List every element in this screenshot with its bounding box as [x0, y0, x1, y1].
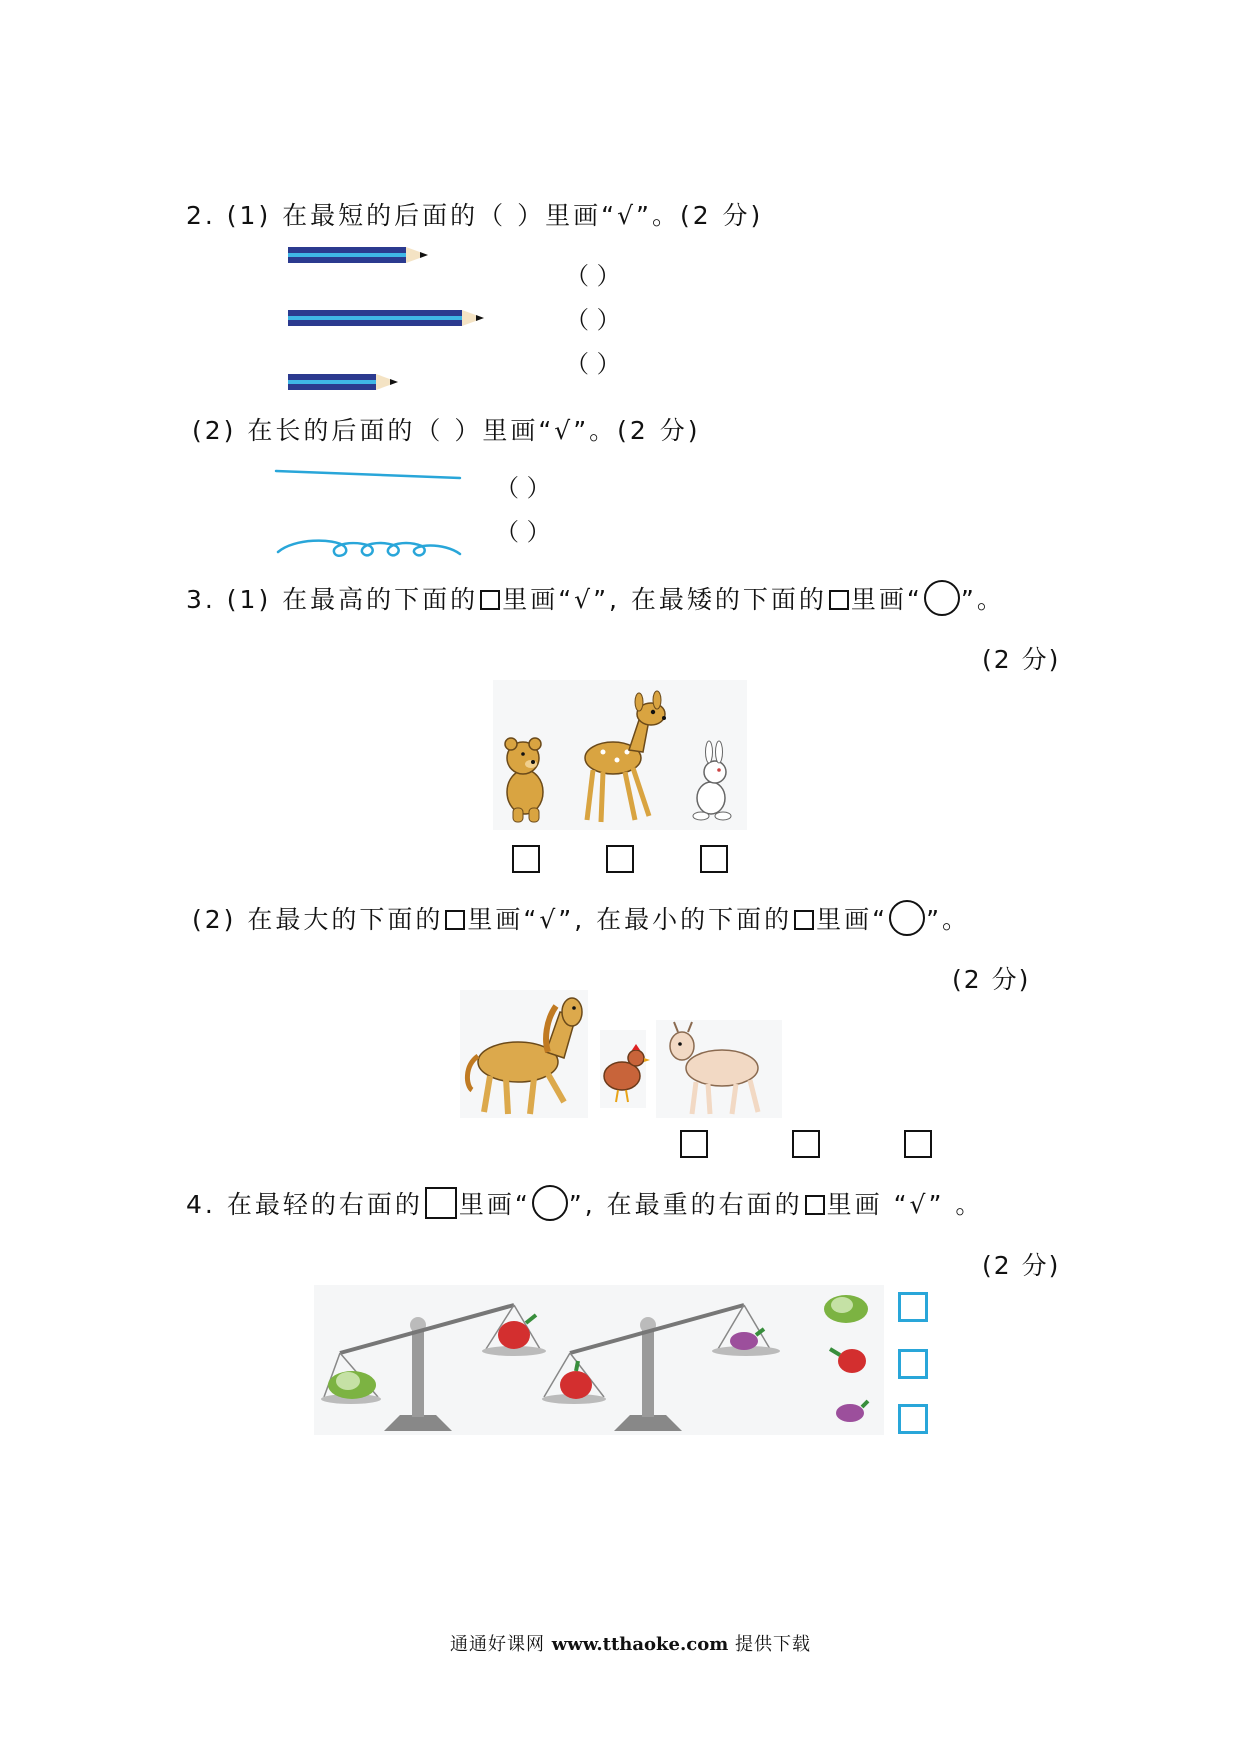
q3-part2-box-3[interactable] [904, 1130, 932, 1158]
q3-part1-box-3[interactable] [700, 845, 728, 873]
q2-part2-prompt [192, 415, 701, 447]
inline-box-icon [829, 590, 849, 610]
q4-number: 4. [186, 1190, 216, 1219]
inline-box-icon [425, 1187, 457, 1219]
q2-part1-text: 在最短的后面的（ ）里画“√”。(2 分) [282, 201, 764, 230]
q2-part1-number: 2. (1) [186, 201, 272, 230]
footer-url[interactable]: www.tthaoke.com [551, 1634, 729, 1655]
q3-part1-score: (2 分) [982, 645, 1061, 674]
pencil-shortest [288, 371, 408, 393]
q3-part2-number: (2) [192, 905, 237, 934]
cabbage-icon [328, 1371, 376, 1399]
q3-part2-prompt [192, 900, 970, 936]
q3-part1-text-a: 在最高的下面的 [282, 585, 479, 614]
animals-height-illustration [493, 680, 747, 830]
q3-part2-box-1[interactable] [680, 1130, 708, 1158]
q3-part2-box-2[interactable] [792, 1130, 820, 1158]
q2-part2-answer-2[interactable]: （ ） [495, 518, 551, 546]
circle-icon [924, 580, 960, 616]
q3-part1-text-c: 里画“ [850, 585, 923, 614]
q3-part2-text-a: 在最大的下面的 [247, 905, 444, 934]
q4-box-radish[interactable] [898, 1349, 928, 1379]
straight-line [274, 468, 464, 482]
q4-box-eggplant[interactable] [898, 1404, 928, 1434]
q4-text-b: 里画“ [458, 1190, 531, 1219]
pencil-short-medium [288, 244, 438, 266]
q2-part2-answer-1[interactable]: （ ） [495, 474, 551, 502]
q3-part1-box-2[interactable] [606, 845, 634, 873]
curly-line [274, 530, 464, 566]
q2-part1-answer-1[interactable]: （ ） [565, 262, 621, 290]
footer-site-name: 通通好课网 [450, 1634, 545, 1655]
animals-size-illustration [460, 990, 786, 1120]
q2-part1-answer-2[interactable]: （ ） [565, 306, 621, 334]
q3-part2-text-c: 里画“ [816, 905, 889, 934]
q3-part2-text-d: ”。 [926, 905, 971, 934]
balance-scales-illustration [314, 1285, 884, 1435]
q4-text-d: 里画 “√” 。 [826, 1190, 984, 1219]
q2-part1-prompt [186, 200, 763, 232]
q2-part2-text: 在长的后面的（ ）里画“√”。(2 分) [247, 416, 701, 445]
q2-part2-number: (2) [192, 416, 237, 445]
inline-box-icon [445, 910, 465, 930]
circle-icon [532, 1185, 568, 1221]
q3-part1-text-b: 里画“√”, 在最矮的下面的 [502, 585, 827, 614]
q3-part2-score: (2 分) [952, 965, 1031, 994]
inline-box-icon [805, 1195, 825, 1215]
q3-part1-prompt [186, 580, 1005, 616]
page-footer [450, 1630, 811, 1656]
q3-part1-number: 3. (1) [186, 585, 272, 614]
inline-box-icon [480, 590, 500, 610]
circle-icon [889, 900, 925, 936]
q4-text-a: 在最轻的右面的 [226, 1190, 423, 1219]
q3-part2-text-b: 里画“√”, 在最小的下面的 [467, 905, 793, 934]
q3-part1-box-1[interactable] [512, 845, 540, 873]
q2-part1-answer-3[interactable]: （ ） [565, 350, 621, 378]
pencil-long [288, 307, 488, 329]
q4-score: (2 分) [982, 1251, 1061, 1280]
q4-box-cabbage[interactable] [898, 1292, 928, 1322]
q4-prompt [186, 1185, 983, 1221]
cabbage-icon [824, 1295, 868, 1323]
q4-text-c: ”, 在最重的右面的 [568, 1190, 803, 1219]
q3-part1-text-d: ”。 [960, 585, 1005, 614]
footer-suffix: 提供下载 [735, 1634, 811, 1655]
inline-box-icon [794, 910, 814, 930]
